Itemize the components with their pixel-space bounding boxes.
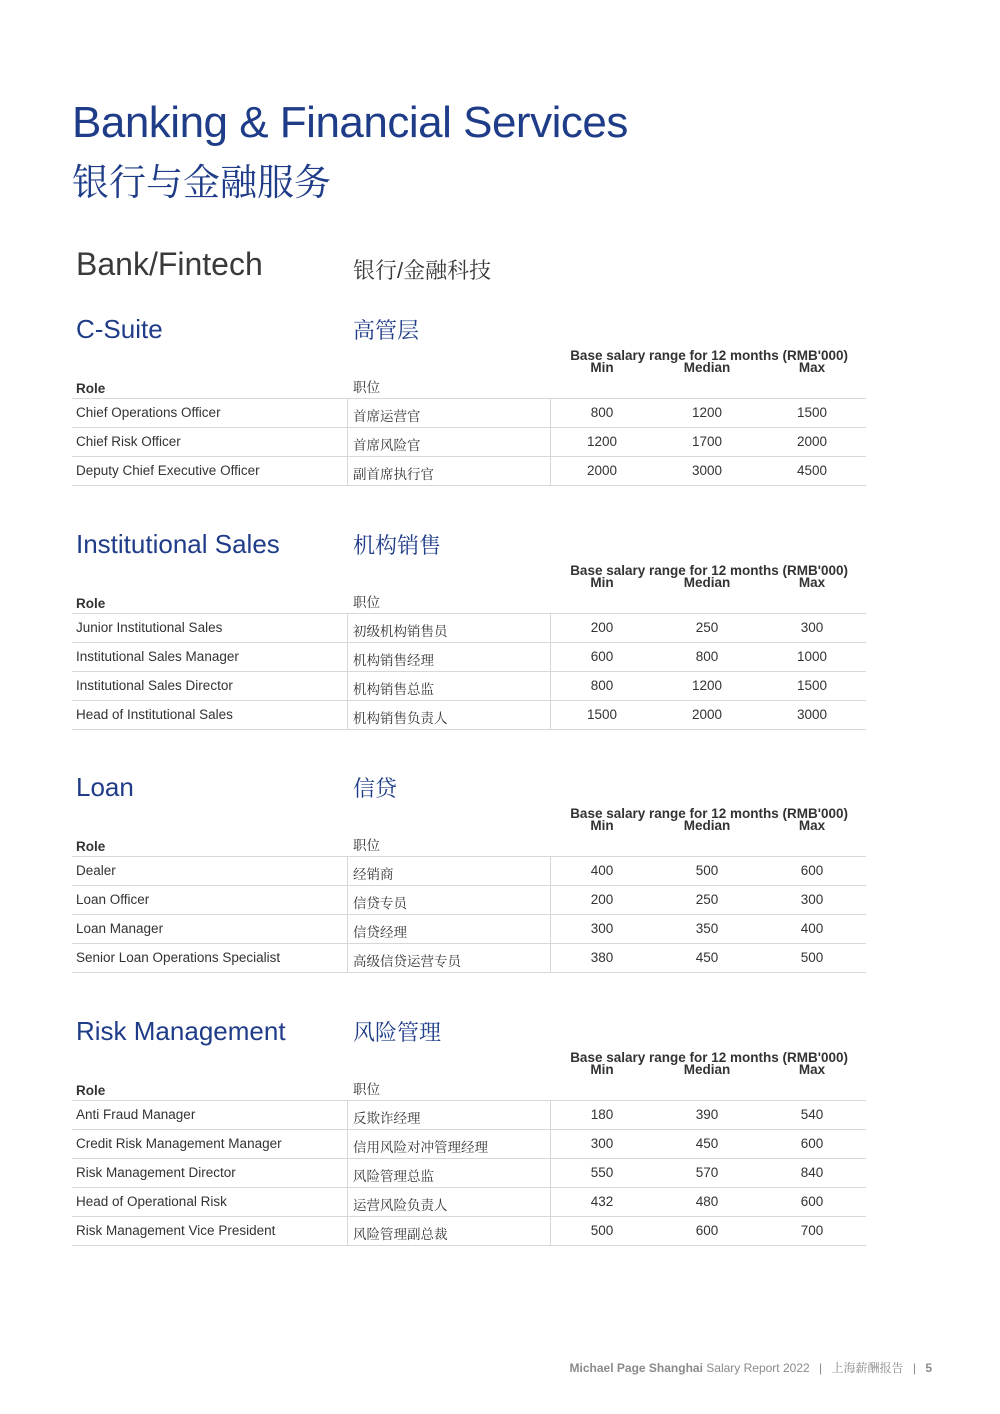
section-title: Institutional Sales	[76, 529, 280, 559]
column-header-role: Role	[76, 596, 106, 611]
column-divider	[550, 1217, 551, 1245]
column-header-role: Role	[76, 381, 106, 396]
column-divider	[550, 643, 551, 671]
column-divider	[550, 886, 551, 914]
role-chinese-cell: 机构销售经理	[353, 653, 434, 668]
min-salary-cell: 600	[590, 649, 614, 664]
footer-report: Salary Report 2022	[706, 1361, 810, 1375]
median-salary-cell: 250	[695, 892, 719, 907]
salary-range-caption: Base salary range for 12 months (RMB'000)	[570, 563, 848, 578]
min-salary-cell: 1500	[586, 707, 618, 722]
column-divider	[347, 457, 348, 485]
min-salary-cell: 432	[590, 1194, 614, 1209]
min-salary-cell: 200	[590, 620, 614, 635]
salary-range-caption: Base salary range for 12 months (RMB'000)	[570, 806, 848, 821]
column-divider	[550, 915, 551, 943]
table-row	[72, 886, 866, 915]
max-salary-cell: 540	[800, 1107, 824, 1122]
min-salary-cell: 800	[590, 678, 614, 693]
median-salary-cell: 570	[695, 1165, 719, 1180]
role-cell: Risk Management Vice President	[76, 1223, 276, 1238]
max-salary-cell: 1500	[796, 678, 828, 693]
table-row	[72, 643, 866, 672]
max-salary-cell: 3000	[796, 707, 828, 722]
table-row	[72, 1188, 866, 1217]
table-row	[72, 915, 866, 944]
section-title-chinese: 风险管理	[353, 1020, 442, 1045]
section-title: Loan	[76, 772, 134, 802]
column-divider	[550, 944, 551, 972]
table-header	[72, 1062, 866, 1101]
max-salary-cell: 400	[800, 921, 824, 936]
column-divider	[550, 428, 551, 456]
category-heading	[76, 246, 876, 290]
table-row	[72, 1159, 866, 1188]
table-row	[72, 1101, 866, 1130]
column-divider	[550, 399, 551, 427]
column-header-min: Min	[590, 1062, 614, 1077]
salary-section	[72, 1016, 866, 1246]
table-row	[72, 428, 866, 457]
column-divider	[550, 857, 551, 885]
salary-range-caption: Base salary range for 12 months (RMB'000)	[570, 1050, 848, 1065]
role-chinese-cell: 机构销售总监	[353, 682, 434, 697]
column-header-min: Min	[590, 818, 614, 833]
column-divider	[347, 1159, 348, 1187]
column-divider	[347, 701, 348, 729]
column-divider	[347, 399, 348, 427]
category-title-chinese: 银行/金融科技	[353, 258, 492, 283]
min-salary-cell: 180	[590, 1107, 614, 1122]
role-cell: Risk Management Director	[76, 1165, 236, 1180]
role-chinese-cell: 运营风险负责人	[353, 1198, 448, 1213]
column-divider	[550, 1130, 551, 1158]
role-cell: Deputy Chief Executive Officer	[76, 463, 260, 478]
table-row	[72, 944, 866, 973]
role-chinese-cell: 副首席执行官	[353, 467, 434, 482]
footer-separator: |	[819, 1361, 823, 1375]
column-header-median: Median	[683, 818, 731, 833]
max-salary-cell: 4500	[796, 463, 828, 478]
table-row	[72, 1130, 866, 1159]
section-heading	[72, 1016, 866, 1065]
column-divider	[347, 643, 348, 671]
role-cell: Loan Manager	[76, 921, 164, 936]
median-salary-cell: 350	[695, 921, 719, 936]
role-chinese-cell: 初级机构销售员	[353, 624, 448, 639]
table-header	[72, 818, 866, 857]
column-header-max: Max	[798, 360, 826, 375]
section-title-chinese: 信贷	[353, 776, 398, 801]
role-chinese-cell: 反欺诈经理	[353, 1111, 421, 1126]
column-header-min: Min	[590, 575, 614, 590]
column-divider	[347, 614, 348, 642]
column-header-role-chinese: 职位	[353, 380, 380, 395]
max-salary-cell: 2000	[796, 434, 828, 449]
median-salary-cell: 450	[695, 1136, 719, 1151]
column-divider	[550, 701, 551, 729]
max-salary-cell: 600	[800, 863, 824, 878]
salary-section	[72, 314, 866, 486]
footer-report-chinese: 上海薪酬报告	[831, 1361, 904, 1375]
max-salary-cell: 840	[800, 1165, 824, 1180]
min-salary-cell: 1200	[586, 434, 618, 449]
median-salary-cell: 2000	[691, 707, 723, 722]
page-title: Banking & Financial Services	[72, 98, 628, 147]
column-divider	[347, 886, 348, 914]
column-header-role-chinese: 职位	[353, 838, 380, 853]
table-row	[72, 857, 866, 886]
section-heading	[72, 529, 866, 578]
role-cell: Loan Officer	[76, 892, 150, 907]
table-row	[72, 399, 866, 428]
role-chinese-cell: 风险管理总监	[353, 1169, 434, 1184]
max-salary-cell: 1500	[796, 405, 828, 420]
min-salary-cell: 300	[590, 1136, 614, 1151]
max-salary-cell: 1000	[796, 649, 828, 664]
column-header-role: Role	[76, 1083, 106, 1098]
median-salary-cell: 800	[695, 649, 719, 664]
table-row	[72, 614, 866, 643]
footer-brand: Michael Page Shanghai	[569, 1361, 703, 1375]
role-cell: Institutional Sales Director	[76, 678, 233, 693]
role-chinese-cell: 经销商	[353, 867, 394, 882]
footer	[570, 1359, 932, 1376]
section-title: C-Suite	[76, 314, 163, 344]
role-chinese-cell: 信贷经理	[353, 925, 407, 940]
role-cell: Senior Loan Operations Specialist	[76, 950, 281, 965]
footer-separator: |	[912, 1361, 916, 1375]
table-row	[72, 1217, 866, 1246]
column-header-role-chinese: 职位	[353, 1082, 380, 1097]
table-header	[72, 360, 866, 399]
column-divider	[347, 944, 348, 972]
column-divider	[550, 614, 551, 642]
column-header-max: Max	[798, 818, 826, 833]
role-cell: Junior Institutional Sales	[76, 620, 223, 635]
column-divider	[347, 1188, 348, 1216]
role-chinese-cell: 风险管理副总裁	[353, 1227, 448, 1242]
column-divider	[347, 857, 348, 885]
role-chinese-cell: 首席风险官	[353, 438, 421, 453]
column-divider	[347, 1217, 348, 1245]
column-divider	[347, 915, 348, 943]
min-salary-cell: 550	[590, 1165, 614, 1180]
median-salary-cell: 1200	[691, 405, 723, 420]
role-chinese-cell: 信用风险对冲管理经理	[353, 1140, 488, 1155]
min-salary-cell: 500	[590, 1223, 614, 1238]
role-cell: Dealer	[76, 863, 116, 878]
column-divider	[550, 1188, 551, 1216]
median-salary-cell: 450	[695, 950, 719, 965]
column-header-role: Role	[76, 839, 106, 854]
max-salary-cell: 700	[800, 1223, 824, 1238]
section-title-chinese: 机构销售	[353, 533, 442, 558]
column-divider	[550, 1101, 551, 1129]
median-salary-cell: 1700	[691, 434, 723, 449]
role-cell: Chief Risk Officer	[76, 434, 181, 449]
role-cell: Credit Risk Management Manager	[76, 1136, 282, 1151]
table-header	[72, 575, 866, 614]
column-divider	[550, 672, 551, 700]
category-title: Bank/Fintech	[76, 246, 263, 282]
max-salary-cell: 500	[800, 950, 824, 965]
min-salary-cell: 400	[590, 863, 614, 878]
salary-range-caption: Base salary range for 12 months (RMB'000)	[570, 348, 848, 363]
page-title-chinese: 银行与金融服务	[72, 162, 331, 203]
min-salary-cell: 380	[590, 950, 614, 965]
column-divider	[347, 1101, 348, 1129]
column-divider	[347, 672, 348, 700]
role-cell: Institutional Sales Manager	[76, 649, 239, 664]
column-divider	[550, 1159, 551, 1187]
min-salary-cell: 2000	[586, 463, 618, 478]
column-divider	[550, 457, 551, 485]
column-header-max: Max	[798, 575, 826, 590]
column-header-median: Median	[683, 575, 731, 590]
table-row	[72, 457, 866, 486]
median-salary-cell: 3000	[691, 463, 723, 478]
role-cell: Head of Institutional Sales	[76, 707, 233, 722]
table-row	[72, 701, 866, 730]
column-header-max: Max	[798, 1062, 826, 1077]
role-chinese-cell: 高级信贷运营专员	[353, 954, 461, 969]
role-chinese-cell: 机构销售负责人	[353, 711, 448, 726]
min-salary-cell: 300	[590, 921, 614, 936]
median-salary-cell: 480	[695, 1194, 719, 1209]
column-header-role-chinese: 职位	[353, 595, 380, 610]
page-number: 5	[925, 1361, 932, 1375]
role-cell: Anti Fraud Manager	[76, 1107, 196, 1122]
section-title-chinese: 高管层	[353, 318, 420, 343]
salary-section	[72, 772, 866, 973]
median-salary-cell: 250	[695, 620, 719, 635]
median-salary-cell: 390	[695, 1107, 719, 1122]
median-salary-cell: 600	[695, 1223, 719, 1238]
role-cell: Chief Operations Officer	[76, 405, 221, 420]
max-salary-cell: 300	[800, 620, 824, 635]
column-header-min: Min	[590, 360, 614, 375]
min-salary-cell: 800	[590, 405, 614, 420]
median-salary-cell: 1200	[691, 678, 723, 693]
min-salary-cell: 200	[590, 892, 614, 907]
column-header-median: Median	[683, 360, 731, 375]
column-divider	[347, 1130, 348, 1158]
role-cell: Head of Operational Risk	[76, 1194, 227, 1209]
column-header-median: Median	[683, 1062, 731, 1077]
role-chinese-cell: 首席运营官	[353, 409, 421, 424]
max-salary-cell: 600	[800, 1194, 824, 1209]
column-divider	[347, 428, 348, 456]
max-salary-cell: 300	[800, 892, 824, 907]
section-heading	[72, 772, 866, 821]
section-heading	[72, 314, 866, 363]
max-salary-cell: 600	[800, 1136, 824, 1151]
salary-section	[72, 529, 866, 730]
role-chinese-cell: 信贷专员	[353, 896, 407, 911]
table-row	[72, 672, 866, 701]
median-salary-cell: 500	[695, 863, 719, 878]
section-title: Risk Management	[76, 1016, 286, 1046]
